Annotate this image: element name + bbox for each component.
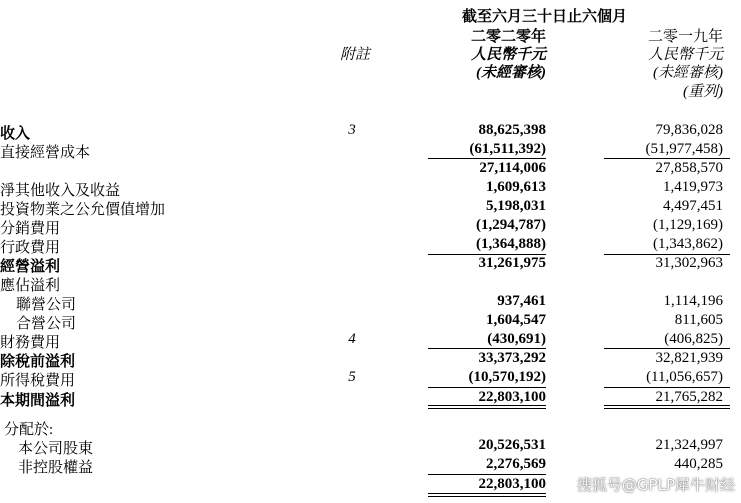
- attrib-2020-shareholders: 20,526,531: [478, 437, 546, 453]
- row-value-2020: 27,114,006: [479, 160, 546, 176]
- attrib-double-rule-2020-a: [428, 493, 546, 494]
- col-2019-restated: (重列): [683, 84, 723, 100]
- row-label: 行政費用: [0, 240, 61, 256]
- row-value-2019: (406,825): [664, 331, 723, 347]
- row-value-2019: 27,858,570: [655, 160, 723, 176]
- row-value-2019: (11,056,657): [646, 369, 723, 385]
- profit-double-rule-2019-b: [604, 408, 730, 409]
- attrib-total-2020: 22,803,100: [478, 476, 546, 492]
- profit-double-rule-2020-b: [428, 408, 546, 409]
- row-value-2019: 4,497,451: [663, 198, 723, 214]
- row-value-2019: 21,765,282: [655, 389, 723, 405]
- row-value-2020: (61,511,392): [469, 141, 546, 157]
- row-value-2020: 22,803,100: [478, 389, 546, 405]
- row-label: 直接經營成本: [0, 145, 91, 161]
- row-value-2020: (1,364,888): [476, 236, 546, 252]
- row-label: 除稅前溢利: [0, 354, 76, 370]
- watermark: 搜狐号@GPLP犀牛财经: [576, 476, 735, 494]
- row-value-2020: 1,604,547: [486, 312, 546, 328]
- row-value-2020: 31,261,975: [478, 255, 546, 271]
- attrib-2019-nci: 440,285: [674, 456, 723, 472]
- row-note: 5: [348, 369, 356, 385]
- profit-double-rule-2019-a: [604, 405, 730, 406]
- row-value-2019: (1,129,169): [653, 217, 723, 233]
- col-2019-currency: 人民幣千元: [647, 47, 723, 63]
- row-label: 合營公司: [16, 316, 77, 332]
- subtotal-rule-2019: [604, 158, 730, 159]
- row-value-2019: 1,114,196: [663, 293, 723, 309]
- row-value-2019: 1,419,973: [663, 179, 723, 195]
- pretax-rule-2019: [604, 348, 730, 349]
- attrib-label-shareholders: 本公司股東: [18, 441, 94, 457]
- row-value-2019: (51,977,458): [645, 141, 723, 157]
- pretax-rule-2020: [428, 348, 546, 349]
- col-2020-currency: 人民幣千元: [470, 47, 546, 63]
- row-value-2020: 5,198,031: [486, 198, 546, 214]
- period-header: 截至六月三十日止六個月: [462, 9, 628, 25]
- col-2020-audit: (未經審核): [476, 65, 546, 81]
- row-label: 分銷費用: [0, 221, 61, 237]
- row-label: 經營溢利: [0, 259, 61, 275]
- row-label: 財務費用: [0, 335, 61, 351]
- row-label: 應佔溢利: [0, 278, 61, 294]
- operating-rule-2020: [428, 254, 546, 255]
- profit-double-rule-2020-a: [428, 405, 546, 406]
- col-2020-year: 二零二零年: [470, 29, 546, 45]
- row-label: 本期間溢利: [0, 393, 76, 409]
- attrib-2020-nci: 2,276,569: [486, 456, 546, 472]
- attrib-rule-2020: [428, 474, 546, 475]
- row-label: 所得稅費用: [0, 373, 76, 389]
- note-column-header: 附註: [340, 47, 371, 63]
- row-value-2019: 31,302,963: [655, 255, 723, 271]
- col-2019-audit: (未經審核): [653, 65, 723, 81]
- row-note: 4: [348, 331, 356, 347]
- row-value-2019: 811,605: [674, 312, 723, 328]
- row-value-2020: 88,625,398: [478, 122, 546, 138]
- subtotal-rule-2020: [428, 158, 546, 159]
- row-value-2020: 937,461: [497, 293, 546, 309]
- attrib-2019-shareholders: 21,324,997: [655, 437, 723, 453]
- attrib-label-nci: 非控股權益: [18, 460, 94, 476]
- row-value-2020: (1,294,787): [476, 217, 546, 233]
- row-label: 收入: [0, 126, 31, 142]
- profit-rule-2019: [604, 387, 730, 388]
- row-value-2019: 32,821,939: [655, 350, 723, 366]
- row-value-2020: 33,373,292: [478, 350, 546, 366]
- row-value-2019: 79,836,028: [655, 122, 723, 138]
- row-value-2020: (430,691): [487, 331, 546, 347]
- col-2019-year: 二零一九年: [647, 29, 723, 45]
- operating-rule-2019: [604, 254, 730, 255]
- row-label: 聯營公司: [16, 297, 77, 313]
- row-value-2020: (10,570,192): [468, 369, 546, 385]
- attrib-double-rule-2020-b: [428, 496, 546, 497]
- row-note: 3: [348, 122, 356, 138]
- row-label: 投資物業之公允價值增加: [0, 202, 166, 218]
- profit-rule-2020: [428, 387, 546, 388]
- row-label: 淨其他收入及收益: [0, 183, 121, 199]
- row-value-2019: (1,343,862): [653, 236, 723, 252]
- attributable-title: 分配於:: [4, 422, 54, 438]
- row-value-2020: 1,609,613: [486, 179, 546, 195]
